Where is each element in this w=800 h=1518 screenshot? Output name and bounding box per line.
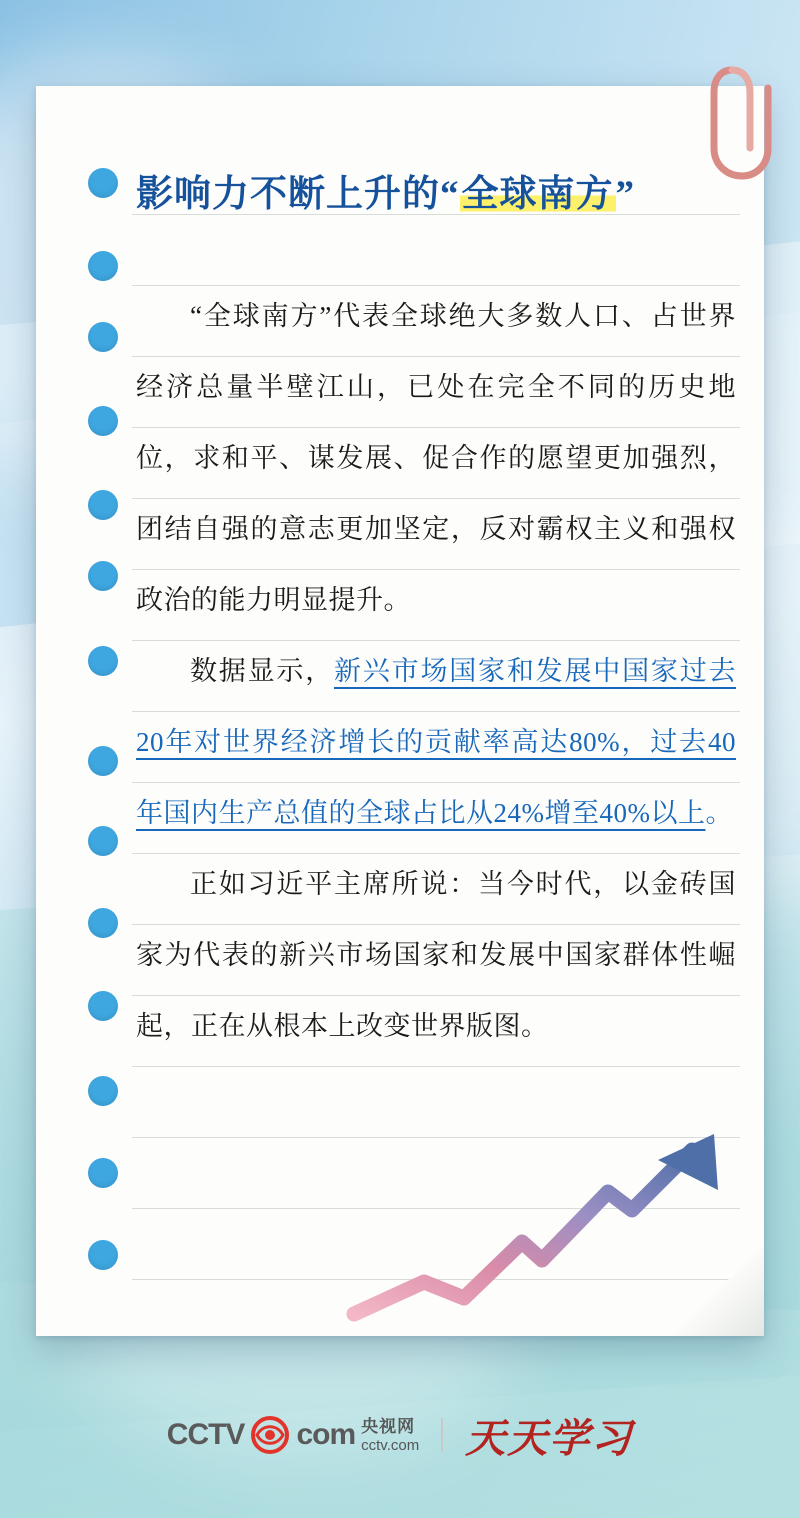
footer-branding bbox=[0, 1400, 800, 1470]
paragraph-3 bbox=[136, 849, 736, 1062]
rising-arrow-graphic bbox=[346, 1132, 726, 1322]
cctv-cn-top: 央视网 bbox=[361, 1416, 416, 1436]
article-body bbox=[136, 138, 736, 1062]
paragraph-2-lead: 数据显示， bbox=[190, 655, 335, 686]
footer-divider bbox=[441, 1418, 443, 1452]
page-title-quote-open: “ bbox=[440, 173, 460, 215]
note-paper-card bbox=[36, 86, 764, 1336]
cctv-chinese-name bbox=[361, 1418, 419, 1453]
paragraph-1 bbox=[136, 281, 736, 636]
page-title bbox=[136, 163, 736, 227]
program-brand-name: 天天学习 bbox=[465, 1415, 634, 1461]
cctv-dotcom: com bbox=[296, 1418, 356, 1451]
paragraph-2 bbox=[136, 636, 736, 849]
page-title-main: 影响力不断上升的 bbox=[136, 173, 440, 215]
page-title-quote-close: ” bbox=[615, 173, 635, 215]
paragraph-3-text: 正如习近平主席所说：当今时代，以金砖国家为代表的新兴市场国家和发展中国家群体性崛起，正在从根本上改变世界版图。 bbox=[136, 868, 736, 1041]
paragraph-1-text: “全球南方”代表全球绝大多数人口、占世界经济总量半壁江山，已处在完全不同的历史地位，求和平、谋发展、促合作的愿望更加强烈，团结自强的意志更加坚定，反对霸权主义和强权政治的能力明显提升。 bbox=[136, 300, 736, 615]
paper-bullet-dots bbox=[88, 86, 124, 1336]
paragraph-2-period: 。 bbox=[705, 797, 733, 828]
cctv-wordmark: CCTV bbox=[166, 1418, 245, 1451]
cctv-cn-bottom: cctv.com bbox=[361, 1436, 420, 1454]
paperclip-icon bbox=[706, 62, 776, 182]
cctv-logo bbox=[167, 1415, 419, 1455]
page-title-highlight: 全球南方 bbox=[461, 173, 614, 215]
cctv-eye-icon bbox=[250, 1415, 290, 1455]
paragraph-2-underlined-data: 新兴市场国家和发展中国家过去20年对世界经济增长的贡献率高达80%，过去40年国内生产总值的全球占比从24%增至40%以上 bbox=[136, 655, 737, 828]
